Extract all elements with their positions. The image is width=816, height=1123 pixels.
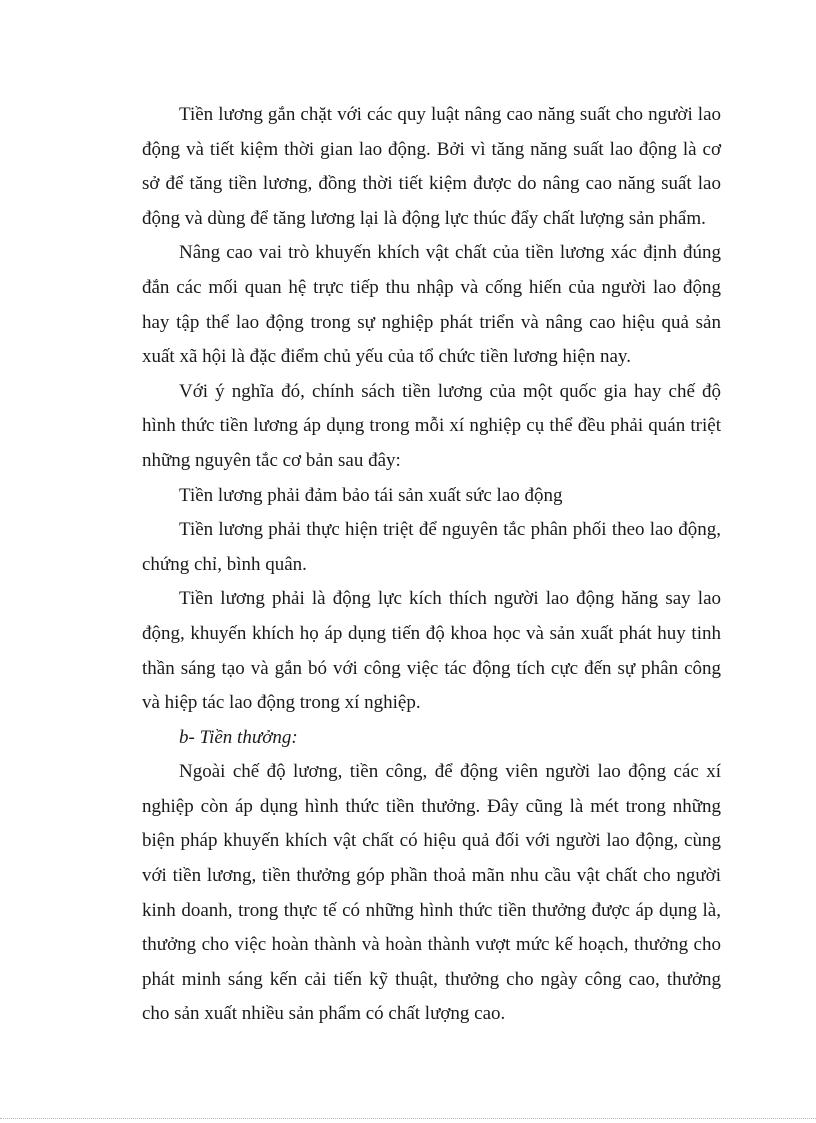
paragraph-wage-policy: Với ý nghĩa đó, chính sách tiền lương của một quốc gia hay chế độ hình thức tiền lương áp dụng trong mỗi xí nghiệp cụ thể đều phải quán triệt những nguyên tắc cơ bản sau đây:	[142, 380, 721, 471]
page-bottom-divider	[0, 1118, 816, 1119]
section-heading-bonus: b- Tiền thưởng:	[179, 726, 298, 748]
paragraph-wage-productivity: Tiền lương gắn chặt với các quy luật nâng cao năng suất cho người lao động và tiết kiệm thời gian lao động. Bởi vì tăng năng suất lao động là cơ sở để tăng tiền lương, đồng thời tiết kiệm được do nâng cao năng suất lao động và dùng để tăng lương lại là động lực thúc đẩy chất lượng sản phẩm.	[142, 104, 721, 229]
document-body	[142, 98, 721, 1032]
paragraph-material-incentive: Nâng cao vai trò khuyến khích vật chất của tiền lương xác định đúng đắn các mối quan hệ trực tiếp thu nhập và cống hiến của người lao động hay tập thể lao động trong sự nghiệp phát triển và nâng cao hiệu quả sản xuất xã hội là đặc điểm chủ yếu của tổ chức tiền lương hiện nay.	[142, 242, 721, 368]
principle-motivation: Tiền lương phải là động lực kích thích người lao động hăng say lao động, khuyến khích họ áp dụng tiến độ khoa học và sản xuất phát huy tinh thần sáng tạo và gắn bó với công việc tác động tích cực đến sự phân công và hiệp tác lao động trong xí nghiệp.	[142, 588, 721, 714]
paragraph-bonus: Ngoài chế độ lương, tiền công, để động viên người lao động các xí nghiệp còn áp dụng hình thức tiền thưởng. Đây cũng là mét trong những biện pháp khuyến khích vật chất có hiệu quả đối với người lao động, cùng với tiền lương, tiền thưởng góp phần thoả mãn nhu cầu vật chất cho người kinh doanh, trong thực tế có những hình thức tiền thưởng được áp dụng là, thưởng cho việc hoàn thành và hoàn thành vượt mức kế hoạch, thưởng cho phát minh sáng kến cải tiến kỹ thuật, thưởng cho ngày công cao, thưởng cho sản xuất nhiều sản phẩm có chất lượng cao.	[142, 761, 721, 1025]
principle-distribution: Tiền lương phải thực hiện triệt để nguyên tắc phân phối theo lao động, chứng chỉ, bình quân.	[142, 519, 721, 575]
principle-reproduction: Tiền lương phải đảm bảo tái sản xuất sức lao động	[179, 484, 563, 506]
